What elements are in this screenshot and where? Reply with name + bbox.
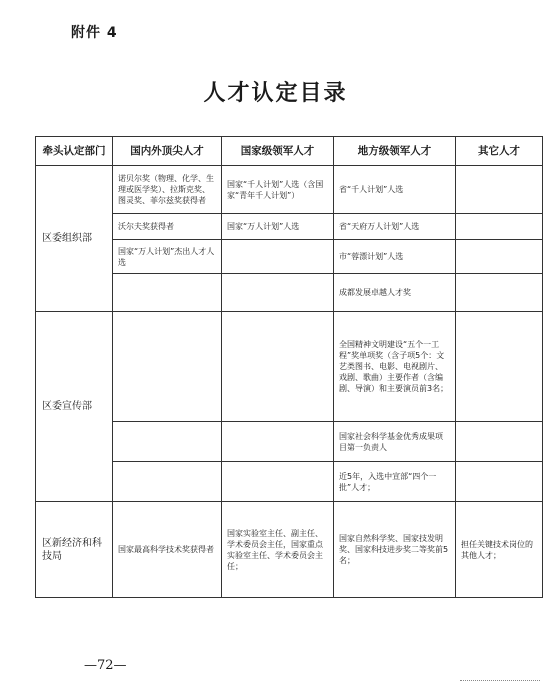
table-cell	[456, 312, 543, 422]
table-row	[36, 274, 543, 312]
header-national-talent: 国家级领军人才	[222, 137, 334, 166]
table-cell: 全国精神文明建设“五个一工程”奖单项奖（含子项5个：文艺类图书、电影、电视剧片、戏剧、歌曲）主要作者（含编剧、导演）和主要演员前3名；	[334, 312, 456, 422]
table-cell	[113, 312, 222, 422]
header-dept: 牵头认定部门	[36, 137, 113, 166]
header-local-talent: 地方级领军人才	[334, 137, 456, 166]
attachment-label: 附件 4	[71, 25, 118, 41]
table-cell: 市“蓉漂计划”人选	[334, 240, 456, 274]
header-top-talent: 国内外顶尖人才	[113, 137, 222, 166]
dept-cell: 区委组织部	[36, 166, 113, 312]
table-cell: 省“天府万人计划”人选	[334, 214, 456, 240]
table-cell	[222, 240, 334, 274]
table-cell	[222, 312, 334, 422]
table-row	[36, 462, 543, 502]
table-cell: 省“千人计划”人选	[334, 166, 456, 214]
table-row	[36, 214, 543, 240]
table-cell: 近5年，入选中宣部“四个一批”人才；	[334, 462, 456, 502]
table-cell	[456, 422, 543, 462]
table-cell	[456, 240, 543, 274]
table-cell	[113, 422, 222, 462]
table-cell: 国家最高科学技术奖获得者	[113, 502, 222, 598]
scan-artifact-mark	[460, 680, 540, 687]
table-cell	[456, 462, 543, 502]
table-cell	[222, 274, 334, 312]
table-cell	[222, 462, 334, 502]
dept-cell: 区新经济和科技局	[36, 502, 113, 598]
talent-catalog-table	[35, 136, 543, 598]
table-cell: 担任关键技术岗位的其他人才；	[456, 502, 543, 598]
table-cell: 国家“万人计划”人选	[222, 214, 334, 240]
table-cell	[113, 274, 222, 312]
table-row	[36, 312, 543, 422]
table-row	[36, 422, 543, 462]
table-cell: 沃尔夫奖获得者	[113, 214, 222, 240]
table-cell	[113, 462, 222, 502]
table-cell: 国家自然科学奖、国家技发明奖、国家科技进步奖二等奖前5名；	[334, 502, 456, 598]
table-cell: 国家“万人计划”杰出人才人选	[113, 240, 222, 274]
table-cell	[222, 422, 334, 462]
table-row	[36, 166, 543, 214]
table-header-row	[36, 137, 543, 166]
table-row	[36, 240, 543, 274]
dept-cell: 区委宣传部	[36, 312, 113, 502]
table-cell: 成都发展卓越人才奖	[334, 274, 456, 312]
page-title: 人才认定目录	[203, 80, 348, 106]
table-cell: 诺贝尔奖（物理、化学、生理或医学奖）、拉斯克奖、图灵奖、菲尔兹奖获得者	[113, 166, 222, 214]
table-cell	[456, 274, 543, 312]
table-row	[36, 502, 543, 598]
table-cell	[456, 166, 543, 214]
table-cell: 国家“千人计划”人选（含国家“青年千人计划”）	[222, 166, 334, 214]
table-cell	[456, 214, 543, 240]
header-other-talent: 其它人才	[456, 137, 543, 166]
table-cell: 国家社会科学基金优秀成果项目第一负责人	[334, 422, 456, 462]
table-cell: 国家实验室主任、副主任、学术委员会主任，国家重点实验室主任、学术委员会主任；	[222, 502, 334, 598]
page-number: —72—	[84, 658, 127, 673]
